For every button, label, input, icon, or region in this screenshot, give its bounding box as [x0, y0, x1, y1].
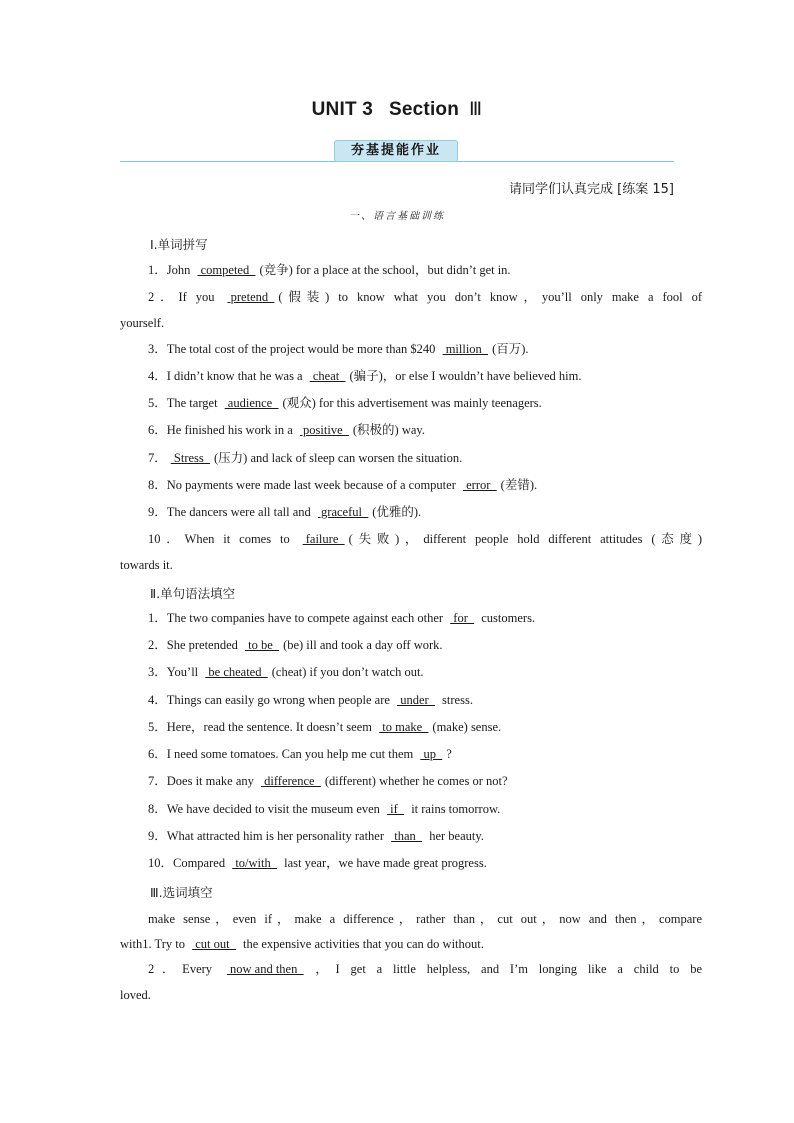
question-text: 3．The total cost of the project would be more than $240 — [148, 342, 439, 356]
part3-heading: Ⅲ.选词填空 — [150, 885, 213, 900]
question-text: 4．I didn’t know that he was a — [148, 369, 306, 383]
question-line — [120, 987, 674, 1003]
question-text: 10．When it comes to — [148, 532, 299, 546]
question-line — [120, 855, 702, 871]
word-bank: make sense，even if，make a difference，rather than，cut out，now and then，compare — [148, 912, 702, 926]
section-label: Section — [389, 99, 460, 120]
answer-blank: failure — [302, 532, 345, 546]
answer-blank: positive — [299, 423, 349, 437]
question-line — [120, 637, 702, 653]
answer-blank: under — [397, 693, 435, 707]
answer-blank: graceful — [317, 505, 369, 519]
question-line — [120, 289, 702, 305]
question-text: (压力) and lack of sleep can worsen the situation. — [214, 451, 463, 465]
question-text: 2．Every — [148, 962, 223, 976]
question-line — [120, 262, 702, 278]
question-line — [120, 610, 702, 626]
question-text: 7． — [148, 451, 167, 465]
question-text: 6．I need some tomatoes. Can you help me cut them — [148, 747, 417, 761]
question-text: (百万). — [492, 342, 529, 356]
unit-label: UNIT 3 — [311, 99, 374, 120]
answer-blank: to/with — [232, 856, 277, 870]
question-text: (竞争) for a place at the school，but didn’t get in. — [259, 263, 511, 277]
question-text: (make) sense. — [432, 720, 502, 734]
answer-blank: cut out — [192, 937, 236, 951]
question-line — [120, 395, 702, 411]
answer-blank: now and then — [226, 962, 304, 976]
answer-blank: pretend — [227, 290, 275, 304]
question-line — [120, 719, 702, 735]
answer-blank: to make — [379, 720, 429, 734]
question-text: 8．No payments were made last week because of a computer — [148, 478, 459, 492]
question-text: 10．Compared — [148, 856, 229, 870]
answer-blank: cheat — [309, 369, 346, 383]
question-text: 2．If you — [148, 290, 224, 304]
part2-heading: Ⅱ.单句语法填空 — [150, 586, 236, 601]
question-text: 7．Does it make any — [148, 774, 258, 788]
question-line — [120, 477, 702, 493]
question-line — [120, 773, 702, 789]
answer-blank: difference — [261, 774, 321, 788]
question-line — [120, 961, 702, 977]
question-text: (积极的) way. — [352, 423, 425, 437]
question-text: 1．John — [148, 263, 194, 277]
answer-blank: up — [420, 747, 443, 761]
section-number: Ⅲ — [469, 98, 483, 120]
question-line — [120, 692, 702, 708]
question-line — [120, 746, 702, 762]
answer-blank: million — [442, 342, 489, 356]
question-line — [120, 504, 702, 520]
answer-blank: to be — [245, 638, 280, 652]
answer-blank: audience — [224, 396, 279, 410]
question-text: last year，we have made great progress. — [281, 856, 487, 870]
question-text: with1. Try to — [120, 937, 189, 951]
question-text: 9．What attracted him is her personality rather — [148, 829, 388, 843]
part1-heading: Ⅰ.单词拼写 — [150, 237, 208, 252]
question-text: 3．You’ll — [148, 665, 202, 679]
question-text: (different) whether he comes or not? — [324, 774, 508, 788]
homework-banner: 夯基提能作业 — [334, 140, 458, 162]
answer-blank: competed — [197, 263, 256, 277]
question-line — [120, 828, 702, 844]
question-text: (骗子)，or else I wouldn’t have believed him. — [349, 369, 582, 383]
question-text: loved. — [120, 988, 151, 1002]
question-line — [120, 368, 702, 384]
question-text: 8．We have decided to visit the museum even — [148, 802, 384, 816]
question-line — [120, 422, 702, 438]
question-text: 5．Here，read the sentence. It doesn’t seem — [148, 720, 376, 734]
question-line — [120, 341, 702, 357]
question-text: stress. — [438, 693, 473, 707]
question-text: (失败)，different people hold different attitudes (态度) — [348, 532, 703, 546]
question-text: 5．The target — [148, 396, 221, 410]
question-text: (be) ill and took a day off work. — [283, 638, 443, 652]
question-text: (cheat) if you don’t watch out. — [271, 665, 424, 679]
answer-blank: than — [391, 829, 423, 843]
question-text: customers. — [478, 611, 536, 625]
answer-blank: Stress — [170, 451, 211, 465]
question-text: 9．The dancers were all tall and — [148, 505, 314, 519]
question-line — [120, 315, 674, 331]
question-text: 2．She pretended — [148, 638, 242, 652]
question-text: towards it. — [120, 558, 173, 572]
question-line — [120, 936, 674, 952]
answer-blank: be cheated — [205, 665, 268, 679]
answer-blank: for — [450, 611, 475, 625]
question-text: (差错). — [500, 478, 538, 492]
question-text: her beauty. — [426, 829, 484, 843]
question-line — [120, 664, 702, 680]
question-line — [120, 531, 702, 547]
question-text: yourself. — [120, 316, 165, 330]
question-line — [120, 450, 702, 466]
answer-blank: if — [387, 802, 405, 816]
question-text: ，I get a little helpless, and I’m longing like a child to be — [307, 962, 702, 976]
question-text: it rains tomorrow. — [408, 802, 501, 816]
exercise-note: 请同学们认真完成 [练案 15] — [509, 182, 674, 197]
page-title — [0, 98, 794, 121]
question-text: 6．He finished his work in a — [148, 423, 296, 437]
question-line — [120, 557, 674, 573]
question-line — [120, 801, 702, 817]
question-text: 1．The two companies have to compete against each other — [148, 611, 447, 625]
question-text: 4．Things can easily go wrong when people are — [148, 693, 394, 707]
subtitle: 一、语言基础训练 — [349, 211, 445, 222]
answer-blank: error — [463, 478, 497, 492]
question-text: the expensive activities that you can do without. — [239, 937, 484, 951]
question-text: (观众) for this advertisement was mainly teenagers. — [282, 396, 542, 410]
question-text: ? — [446, 747, 452, 761]
question-text: (优雅的). — [372, 505, 422, 519]
question-text: (假装) to know what you don’t know，you’ll only make a fool of — [278, 290, 703, 304]
